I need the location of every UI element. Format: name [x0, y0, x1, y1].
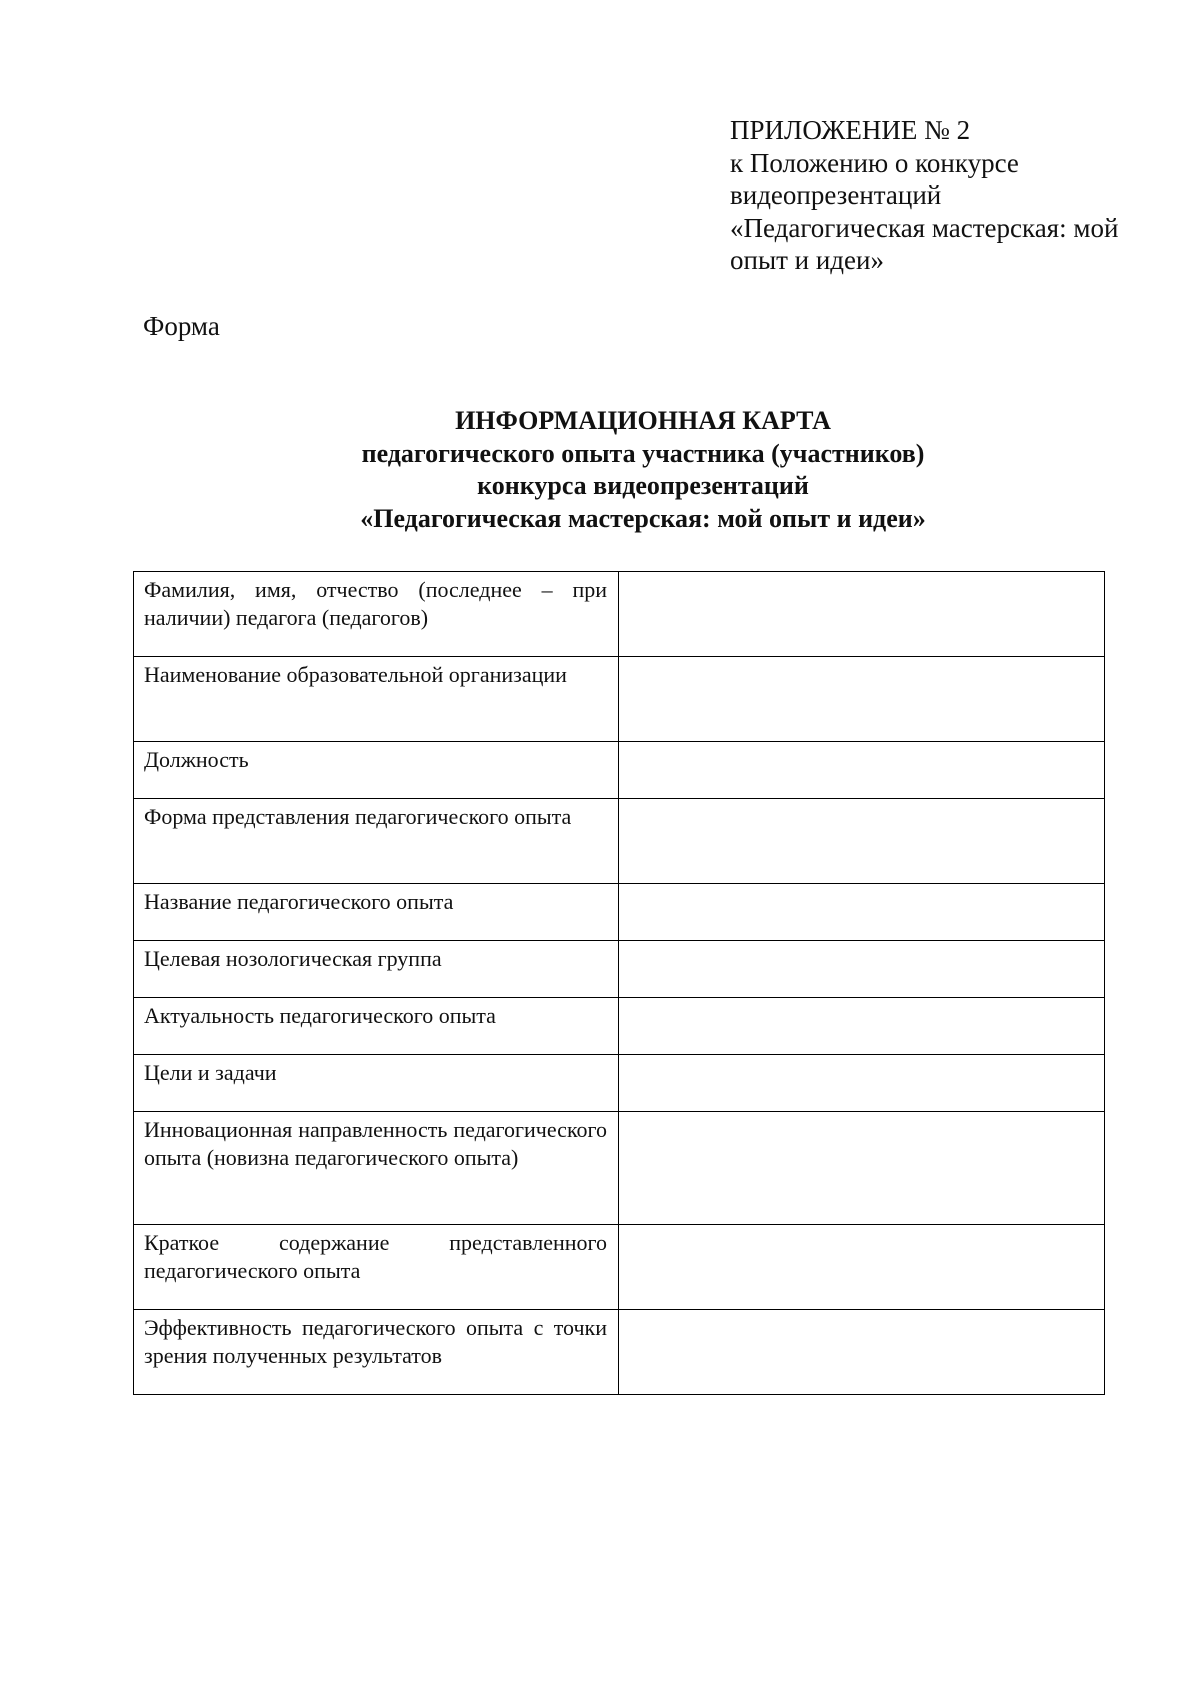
title-line: конкурса видеопрезентаций — [477, 471, 809, 500]
field-label-organization: Наименование образовательной организации — [134, 657, 619, 742]
table-row — [134, 1225, 1105, 1310]
field-value-effectiveness[interactable] — [619, 1310, 1105, 1395]
appendix-header — [730, 114, 1170, 277]
field-label-full-name: Фамилия, имя, отчество (последнее – при наличии) педагога (педагогов) — [134, 572, 619, 657]
table-row — [134, 1310, 1105, 1395]
field-value-experience-name[interactable] — [619, 884, 1105, 941]
field-label-effectiveness: Эффективность педагогического опыта с точки зрения полученных результатов — [134, 1310, 619, 1395]
form-label: Форма — [143, 311, 220, 341]
title-line: «Педагогическая мастерская: мой опыт и идеи» — [360, 503, 926, 533]
field-label-position: Должность — [134, 742, 619, 799]
table-row — [134, 742, 1105, 799]
appendix-line: видеопрезентаций — [730, 180, 942, 210]
field-label-target-group: Целевая нозологическая группа — [134, 941, 619, 998]
field-label-presentation-form: Форма представления педагогического опыта — [134, 799, 619, 884]
table-row — [134, 572, 1105, 657]
table-row — [134, 941, 1105, 998]
field-value-full-name[interactable] — [619, 572, 1105, 657]
appendix-line: к Положению о конкурсе — [730, 147, 1019, 178]
field-label-innovation: Инновационная направленность педагогического опыта (новизна педагогического опыта) — [134, 1112, 619, 1225]
field-label-experience-name: Название педагогического опыта — [134, 884, 619, 941]
table-row — [134, 1055, 1105, 1112]
field-value-target-group[interactable] — [619, 941, 1105, 998]
field-value-organization[interactable] — [619, 657, 1105, 742]
document-title — [133, 405, 1153, 535]
field-value-presentation-form[interactable] — [619, 799, 1105, 884]
appendix-line: «Педагогическая мастерская: мой — [730, 212, 1119, 243]
table-row — [134, 799, 1105, 884]
table-row — [134, 884, 1105, 941]
title-line: педагогического опыта участника (участников) — [361, 438, 925, 468]
field-label-relevance: Актуальность педагогического опыта — [134, 998, 619, 1055]
field-value-innovation[interactable] — [619, 1112, 1105, 1225]
appendix-line: ПРИЛОЖЕНИЕ № 2 — [730, 115, 971, 145]
field-label-goals: Цели и задачи — [134, 1055, 619, 1112]
title-line: ИНФОРМАЦИОННАЯ КАРТА — [455, 406, 831, 435]
field-label-summary: Краткое содержание представленного педагогического опыта — [134, 1225, 619, 1310]
table-row — [134, 1112, 1105, 1225]
table-row — [134, 998, 1105, 1055]
field-value-summary[interactable] — [619, 1225, 1105, 1310]
field-value-relevance[interactable] — [619, 998, 1105, 1055]
table-row — [134, 657, 1105, 742]
appendix-line: опыт и идеи» — [730, 245, 884, 275]
field-value-position[interactable] — [619, 742, 1105, 799]
field-value-goals[interactable] — [619, 1055, 1105, 1112]
info-card-table — [133, 571, 1105, 1395]
